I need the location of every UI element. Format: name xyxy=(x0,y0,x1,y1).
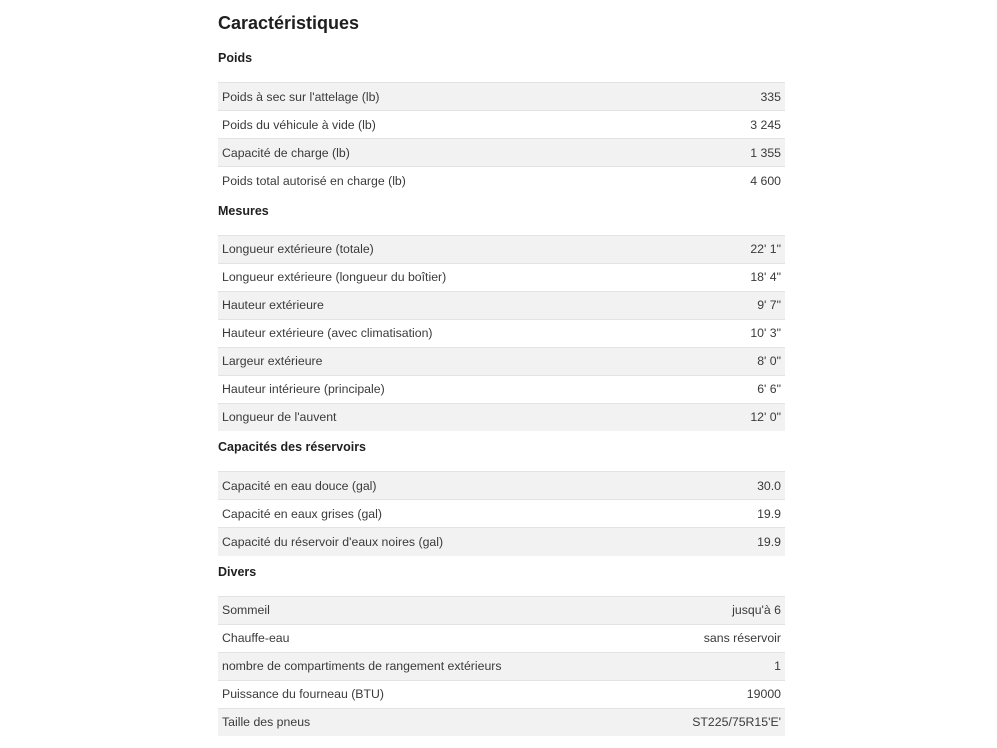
spec-value: 30.0 xyxy=(612,472,785,500)
spec-label: Capacité en eaux grises (gal) xyxy=(218,500,612,528)
table-row xyxy=(218,347,785,375)
table-row xyxy=(218,291,785,319)
spec-value: 10' 3" xyxy=(612,319,785,347)
spec-label: Hauteur extérieure (avec climatisation) xyxy=(218,319,612,347)
spec-table-misc xyxy=(218,596,785,737)
table-row xyxy=(218,319,785,347)
spec-value: 3 245 xyxy=(612,111,785,139)
spec-value: 19.9 xyxy=(612,528,785,556)
spec-value: 9' 7" xyxy=(612,291,785,319)
spec-label: Hauteur intérieure (principale) xyxy=(218,375,612,403)
specifications-panel xyxy=(218,0,785,736)
spec-label: nombre de compartiments de rangement extérieurs xyxy=(218,652,612,680)
table-row xyxy=(218,403,785,431)
table-row xyxy=(218,235,785,263)
table-row xyxy=(218,596,785,624)
spec-label: Sommeil xyxy=(218,596,612,624)
spec-label: Chauffe-eau xyxy=(218,624,612,652)
spec-value: 19.9 xyxy=(612,500,785,528)
spec-label: Capacité de charge (lb) xyxy=(218,139,612,167)
spec-label: Puissance du fourneau (BTU) xyxy=(218,680,612,708)
spec-value: 335 xyxy=(612,83,785,111)
page-title: Caractéristiques xyxy=(218,13,360,33)
spec-label: Capacité en eau douce (gal) xyxy=(218,472,612,500)
spec-value: 4 600 xyxy=(612,167,785,195)
spec-label: Hauteur extérieure xyxy=(218,291,612,319)
spec-label: Capacité du réservoir d'eaux noires (gal) xyxy=(218,528,612,556)
section-title: Mesures xyxy=(218,203,269,218)
table-row xyxy=(218,375,785,403)
section-measurements xyxy=(218,195,785,432)
section-tank-capacities xyxy=(218,431,785,556)
section-title: Capacités des réservoirs xyxy=(218,440,367,454)
spec-value: 8' 0" xyxy=(612,347,785,375)
spec-value: 1 355 xyxy=(612,139,785,167)
section-title: Poids xyxy=(218,51,253,65)
spec-table-weight xyxy=(218,82,785,195)
table-row xyxy=(218,263,785,291)
section-miscellaneous xyxy=(218,556,785,737)
table-row xyxy=(218,528,785,556)
spec-value: 6' 6" xyxy=(612,375,785,403)
spec-label: Largeur extérieure xyxy=(218,347,612,375)
table-row xyxy=(218,680,785,708)
spec-label: Poids total autorisé en charge (lb) xyxy=(218,167,612,195)
spec-value: 22' 1" xyxy=(612,235,785,263)
table-row xyxy=(218,111,785,139)
spec-label: Poids à sec sur l'attelage (lb) xyxy=(218,83,612,111)
spec-value: jusqu'à 6 xyxy=(612,596,785,624)
table-row xyxy=(218,83,785,111)
spec-table-measurements xyxy=(218,235,785,432)
spec-value: 12' 0" xyxy=(612,403,785,431)
spec-value: ST225/75R15'E' xyxy=(612,708,785,736)
table-row xyxy=(218,500,785,528)
spec-label: Longueur extérieure (longueur du boîtier) xyxy=(218,263,612,291)
spec-value: 18' 4" xyxy=(612,263,785,291)
spec-value: 1 xyxy=(612,652,785,680)
spec-value: 19000 xyxy=(612,680,785,708)
table-row xyxy=(218,139,785,167)
spec-table-tanks xyxy=(218,471,785,556)
table-row xyxy=(218,167,785,195)
spec-label: Longueur extérieure (totale) xyxy=(218,235,612,263)
table-row xyxy=(218,472,785,500)
spec-value: sans réservoir xyxy=(612,624,785,652)
section-title: Divers xyxy=(218,564,257,579)
spec-label: Poids du véhicule à vide (lb) xyxy=(218,111,612,139)
spec-label: Taille des pneus xyxy=(218,708,612,736)
table-row xyxy=(218,708,785,736)
table-row xyxy=(218,652,785,680)
table-row xyxy=(218,624,785,652)
spec-label: Longueur de l'auvent xyxy=(218,403,612,431)
section-weight xyxy=(218,42,785,195)
